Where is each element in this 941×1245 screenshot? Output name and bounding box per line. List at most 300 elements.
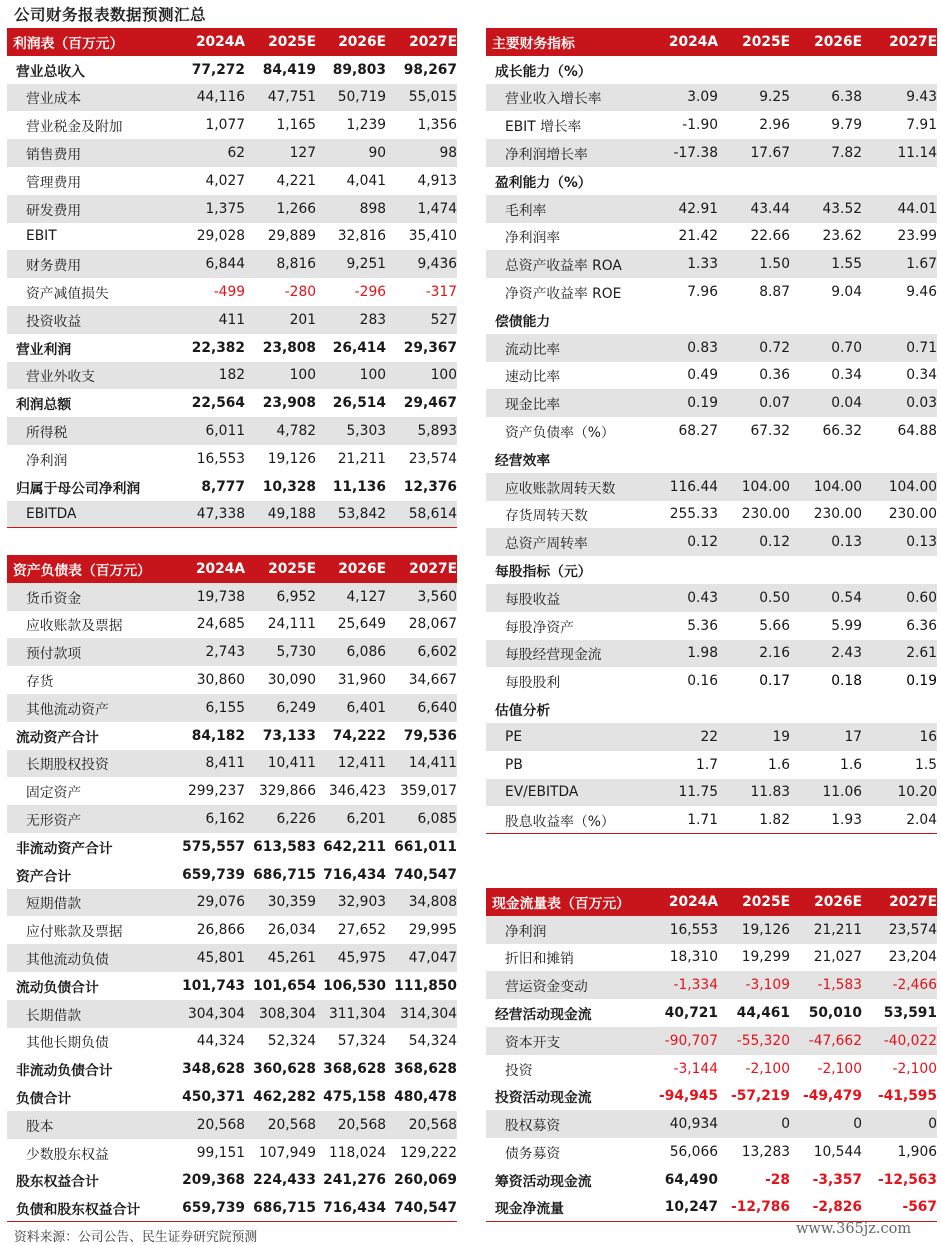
year-header-2024a: 2024A xyxy=(668,33,718,50)
row-label: 预付款项 xyxy=(26,646,82,663)
cell-2024a: 10,247 xyxy=(664,1199,718,1216)
cell-2024a: 19,738 xyxy=(196,588,246,605)
table-row xyxy=(486,751,937,779)
cell-2025e: 360,628 xyxy=(253,1061,316,1078)
table-row xyxy=(486,84,937,112)
row-label: PB xyxy=(505,756,523,773)
cell-2027e: 16 xyxy=(919,728,937,745)
cell-2025e: 107,949 xyxy=(258,1144,316,1161)
table-row xyxy=(7,306,457,334)
row-label: 资本开支 xyxy=(505,1034,561,1051)
cell-2024a: -499 xyxy=(213,284,246,301)
year-header-2024a: 2024A xyxy=(668,893,718,910)
cell-2024a: 22,382 xyxy=(191,339,246,356)
table-row xyxy=(7,223,457,251)
cell-2025e: 224,433 xyxy=(253,1172,316,1189)
cell-2026e: 368,628 xyxy=(323,1061,387,1078)
row-label: 其他流动资产 xyxy=(26,701,109,718)
cell-2024a: 575,557 xyxy=(182,838,246,855)
cell-2025e: 613,583 xyxy=(253,838,316,855)
row-label: 每股股利 xyxy=(505,675,561,692)
cell-2025e: 30,359 xyxy=(267,894,316,911)
cell-2024a: 21.42 xyxy=(678,228,718,245)
table-row xyxy=(7,666,457,694)
income-header-title: 利润表（百万元） xyxy=(13,35,124,52)
cell-2024a: 411 xyxy=(218,311,246,328)
year-header-2027e: 2027E xyxy=(409,560,457,577)
table-row xyxy=(7,889,457,917)
cell-2026e: 4,041 xyxy=(346,172,387,189)
row-label: 长期股权投资 xyxy=(26,757,109,774)
cell-2026e: 1.6 xyxy=(840,756,862,773)
cell-2027e: 4,913 xyxy=(417,172,457,189)
cell-2027e: 480,478 xyxy=(394,1089,457,1106)
table-row xyxy=(7,501,457,529)
cell-2025e: 30,090 xyxy=(267,672,316,689)
cell-2025e: -3,109 xyxy=(745,977,790,994)
cell-2025e: 11.83 xyxy=(750,784,790,801)
table-row xyxy=(7,722,457,750)
cell-2026e: 9.79 xyxy=(831,117,862,134)
table-row xyxy=(486,389,937,417)
row-label: 营业利润 xyxy=(16,341,72,358)
cell-2026e: 6,086 xyxy=(346,644,387,661)
cell-2027e: 6.36 xyxy=(906,617,937,634)
table-row xyxy=(7,1139,457,1167)
cell-2026e: 20,568 xyxy=(337,1116,387,1133)
cell-2024a: 0.43 xyxy=(687,589,718,606)
cell-2026e: 5,303 xyxy=(346,423,387,440)
cell-2027e: 29,467 xyxy=(403,395,457,412)
cell-2025e: 9.25 xyxy=(759,89,790,106)
cell-2027e: 11.14 xyxy=(897,145,937,162)
table-row xyxy=(486,556,937,584)
table-row xyxy=(486,250,937,278)
cell-2025e: 84,419 xyxy=(262,61,316,78)
cell-2025e: 6,249 xyxy=(276,699,316,716)
balance-sheet-table xyxy=(7,555,457,1222)
cell-2026e: -1,583 xyxy=(817,977,862,994)
cell-2026e: -3,357 xyxy=(812,1171,862,1188)
cell-2025e: 1,165 xyxy=(276,117,316,134)
cell-2027e: 0.60 xyxy=(906,589,937,606)
cell-2027e: 260,069 xyxy=(394,1172,457,1189)
table-row xyxy=(486,944,937,972)
cell-2025e: 52,324 xyxy=(267,1033,316,1050)
cell-2025e: 0.12 xyxy=(759,534,790,551)
table-row xyxy=(7,833,457,861)
cell-2027e: 34,667 xyxy=(408,672,457,689)
table-row xyxy=(7,611,457,639)
row-label: 长期借款 xyxy=(26,1007,82,1024)
row-label: 营业外收支 xyxy=(26,369,95,386)
cell-2026e: 106,530 xyxy=(323,977,387,994)
cell-2027e: 23,204 xyxy=(888,949,937,966)
cell-2027e: 6,602 xyxy=(417,644,457,661)
cell-2026e: 104.00 xyxy=(813,478,862,495)
cell-2024a: 0.19 xyxy=(687,395,718,412)
cell-2026e: 1,239 xyxy=(346,117,387,134)
row-label: 负债合计 xyxy=(16,1091,72,1108)
cell-2025e: 6,952 xyxy=(276,588,316,605)
cell-2025e: 19,126 xyxy=(741,921,790,938)
row-label: EBIT 增长率 xyxy=(505,119,582,136)
row-label: 货币资金 xyxy=(26,590,82,607)
cell-2027e: 1.67 xyxy=(906,256,937,273)
row-label: 应付账款及票据 xyxy=(26,924,123,941)
cell-2026e: 43.52 xyxy=(822,200,862,217)
cell-2025e: 329,866 xyxy=(258,783,316,800)
table-row xyxy=(486,223,937,251)
cell-2027e: 0 xyxy=(928,1116,937,1133)
cell-2026e: 45,975 xyxy=(337,950,387,967)
cell-2026e: 11.06 xyxy=(822,784,862,801)
income-header-row xyxy=(7,28,457,56)
cell-2027e: -567 xyxy=(902,1199,937,1216)
cell-2027e: 527 xyxy=(430,311,457,328)
cell-2024a: 5.36 xyxy=(687,617,718,634)
row-label: 短期借款 xyxy=(26,896,82,913)
cell-2024a: 1.98 xyxy=(687,645,718,662)
table-row xyxy=(486,334,937,362)
table-row xyxy=(486,1166,937,1194)
cell-2024a: 116.44 xyxy=(669,478,718,495)
cell-2025e: 201 xyxy=(289,311,316,328)
cell-2026e: 5.99 xyxy=(831,617,862,634)
year-header-2027e: 2027E xyxy=(409,33,457,50)
cell-2026e: -47,662 xyxy=(808,1032,862,1049)
cell-2024a: 24,685 xyxy=(196,616,246,633)
row-label: 应收账款及票据 xyxy=(26,618,123,635)
cell-2027e: 314,304 xyxy=(399,1005,457,1022)
cell-2026e: 26,414 xyxy=(332,339,387,356)
cell-2025e: 686,715 xyxy=(253,866,316,883)
cell-2024a: -3,144 xyxy=(673,1060,718,1077)
cell-2027e: 28,067 xyxy=(408,616,457,633)
cell-2025e: 19 xyxy=(772,728,790,745)
cell-2025e: 0.07 xyxy=(759,395,790,412)
cell-2026e: 7.82 xyxy=(831,145,862,162)
year-header-2027e: 2027E xyxy=(889,33,937,50)
row-label: 每股经营现金流 xyxy=(505,647,602,664)
table-row xyxy=(486,139,937,167)
table-row xyxy=(486,584,937,612)
cell-2024a: -1,334 xyxy=(673,977,718,994)
cell-2024a: 44,116 xyxy=(196,89,246,106)
table-row xyxy=(7,84,457,112)
cell-2024a: 8,411 xyxy=(205,755,246,772)
watermark-text: www.365jz.com xyxy=(796,1221,912,1237)
year-header-2027e: 2027E xyxy=(889,893,937,910)
cell-2027e: 0.13 xyxy=(906,534,937,551)
row-label: 筹资活动现金流 xyxy=(495,1173,592,1190)
cell-2024a: 255.33 xyxy=(669,506,718,523)
row-label: 总资产周转率 xyxy=(505,536,588,553)
row-label: EBITDA xyxy=(26,505,77,522)
cell-2025e: 127 xyxy=(289,145,316,162)
year-header-2025e: 2025E xyxy=(742,33,790,50)
row-label: 每股净资产 xyxy=(505,619,574,636)
cell-2027e: 0.71 xyxy=(906,339,937,356)
row-label: 资产负债率（%） xyxy=(505,425,615,442)
year-header-2025e: 2025E xyxy=(268,33,316,50)
row-label: 流动比率 xyxy=(505,341,561,358)
cell-2026e: 90 xyxy=(368,145,387,162)
table-row xyxy=(486,445,937,473)
cell-2025e: 26,034 xyxy=(267,922,316,939)
cell-2025e: 1.82 xyxy=(759,811,790,828)
cell-2025e: 10,328 xyxy=(262,478,316,495)
cell-2025e: 20,568 xyxy=(267,1116,316,1133)
row-label: 现金比率 xyxy=(505,397,561,414)
table-row xyxy=(486,195,937,223)
cell-2024a: 1.7 xyxy=(696,756,718,773)
cell-2025e: 0.50 xyxy=(759,589,790,606)
balance-header-row xyxy=(7,555,457,583)
cell-2024a: 47,338 xyxy=(196,505,246,522)
cell-2026e: 26,514 xyxy=(332,395,387,412)
table-row xyxy=(486,1110,937,1138)
income-statement-table xyxy=(7,28,457,528)
cell-2027e: 100 xyxy=(430,367,457,384)
table-row xyxy=(7,111,457,139)
cell-2024a: 304,304 xyxy=(187,1005,246,1022)
year-header-2026e: 2026E xyxy=(814,893,862,910)
cell-2025e: 67.32 xyxy=(750,423,790,440)
cell-2027e: 1,474 xyxy=(417,200,457,217)
cell-2027e: 58,614 xyxy=(408,505,457,522)
row-label: 股本 xyxy=(26,1118,54,1135)
cell-2027e: 12,376 xyxy=(403,478,457,495)
cell-2026e: 6,201 xyxy=(346,811,387,828)
table-row xyxy=(486,278,937,306)
row-label: 资产合计 xyxy=(16,868,72,885)
cell-2027e: 14,411 xyxy=(408,755,457,772)
cell-2025e: 2.16 xyxy=(759,645,790,662)
cell-2024a: 101,743 xyxy=(182,977,246,994)
cell-2026e: 1.55 xyxy=(831,256,862,273)
cell-2027e: 23,574 xyxy=(408,450,457,467)
cell-2027e: 359,017 xyxy=(399,783,457,800)
cell-2025e: 4,221 xyxy=(276,172,316,189)
cell-2024a: 182 xyxy=(218,367,246,384)
cell-2026e: 25,649 xyxy=(337,616,387,633)
cell-2024a: 8,777 xyxy=(201,478,246,495)
cell-2026e: -296 xyxy=(354,284,387,301)
table-row xyxy=(7,972,457,1000)
row-label: 每股收益 xyxy=(505,591,561,608)
cell-2024a: 659,739 xyxy=(182,866,246,883)
cell-2024a: -90,707 xyxy=(664,1032,718,1049)
cell-2026e: 0.54 xyxy=(831,589,862,606)
cell-2027e: -12,563 xyxy=(878,1171,937,1188)
row-label: 归属于母公司净利润 xyxy=(16,480,141,497)
row-label: 非流动资产合计 xyxy=(16,840,113,857)
cell-2025e: 10,411 xyxy=(267,755,316,772)
table-row xyxy=(486,111,937,139)
page-title: 公司财务报表数据预测汇总 xyxy=(14,6,207,24)
cell-2024a: 299,237 xyxy=(187,783,246,800)
table-row xyxy=(7,445,457,473)
row-label: 债务募资 xyxy=(505,1146,561,1163)
cell-2026e: 11,136 xyxy=(332,478,387,495)
cell-2027e: 1,906 xyxy=(897,1144,937,1161)
cell-2026e: -49,479 xyxy=(803,1088,862,1105)
cell-2026e: 89,803 xyxy=(332,61,387,78)
table-row xyxy=(7,334,457,362)
row-label: EBIT xyxy=(26,228,57,245)
cell-2026e: 716,434 xyxy=(323,1199,387,1216)
row-label: 现金净流量 xyxy=(495,1201,564,1218)
cell-2027e: 368,628 xyxy=(394,1061,457,1078)
cell-2026e: 118,024 xyxy=(328,1144,387,1161)
cell-2027e: 9.43 xyxy=(906,89,937,106)
year-header-2026e: 2026E xyxy=(338,33,387,50)
cell-2024a: 0.83 xyxy=(687,339,718,356)
row-label: 其他长期负债 xyxy=(26,1035,109,1052)
cell-2027e: 6,085 xyxy=(417,811,457,828)
cell-2026e: 9.04 xyxy=(831,284,862,301)
cell-2026e: 0.13 xyxy=(831,534,862,551)
cell-2024a: 77,272 xyxy=(191,61,246,78)
cell-2025e: 0.17 xyxy=(759,673,790,690)
row-label: 偿债能力 xyxy=(495,313,551,330)
cell-2024a: 209,368 xyxy=(182,1172,246,1189)
cell-2027e: 3,560 xyxy=(417,588,457,605)
table-row xyxy=(7,473,457,501)
cell-2025e: -57,219 xyxy=(731,1088,790,1105)
cell-2027e: 230.00 xyxy=(888,506,937,523)
row-label: 固定资产 xyxy=(26,785,82,802)
cell-2027e: 1.5 xyxy=(915,756,937,773)
row-label: 折旧和摊销 xyxy=(505,951,574,968)
row-label: 营业成本 xyxy=(26,91,82,108)
cell-2026e: 2.43 xyxy=(831,645,862,662)
key-financial-indicators-table xyxy=(486,28,937,834)
cell-2025e: 13,283 xyxy=(741,1144,790,1161)
table-row xyxy=(486,362,937,390)
row-label: 资产减值损失 xyxy=(26,286,109,303)
cell-2026e: 57,324 xyxy=(337,1033,387,1050)
cell-2027e: 29,995 xyxy=(408,922,457,939)
cell-2025e: 0 xyxy=(781,1116,790,1133)
table-row xyxy=(7,195,457,223)
year-header-2024a: 2024A xyxy=(195,33,246,50)
cell-2026e: 21,211 xyxy=(337,450,387,467)
cell-2026e: 0 xyxy=(853,1116,862,1133)
cell-2025e: -12,786 xyxy=(731,1199,790,1216)
year-header-2026e: 2026E xyxy=(814,33,862,50)
cell-2026e: 0.18 xyxy=(831,673,862,690)
cell-2025e: 308,304 xyxy=(258,1005,316,1022)
cell-2024a: 22,564 xyxy=(191,395,246,412)
cell-2027e: 35,410 xyxy=(408,228,457,245)
cell-2026e: 311,304 xyxy=(328,1005,387,1022)
cell-2025e: 17.67 xyxy=(750,145,790,162)
cell-2024a: 3.09 xyxy=(687,89,718,106)
table-row xyxy=(7,944,457,972)
cell-2027e: -317 xyxy=(425,284,457,301)
table-row xyxy=(7,1000,457,1028)
table-row xyxy=(7,1083,457,1111)
row-label: 经营活动现金流 xyxy=(495,1007,592,1024)
cell-2025e: 100 xyxy=(289,367,316,384)
cell-2027e: 20,568 xyxy=(408,1116,457,1133)
cell-2026e: 74,222 xyxy=(332,727,387,744)
cell-2026e: 898 xyxy=(359,200,387,217)
table-row xyxy=(7,916,457,944)
cell-2025e: -280 xyxy=(284,284,316,301)
table-row xyxy=(7,583,457,611)
cell-2026e: 27,652 xyxy=(337,922,387,939)
cell-2025e: -28 xyxy=(765,1171,790,1188)
table-row xyxy=(7,777,457,805)
table-row xyxy=(486,640,937,668)
cell-2025e: 6,226 xyxy=(276,811,316,828)
table-row xyxy=(486,971,937,999)
cell-2027e: 1,356 xyxy=(417,117,457,134)
table-row xyxy=(7,167,457,195)
cell-2025e: 230.00 xyxy=(741,506,790,523)
row-label: 投资 xyxy=(505,1062,533,1079)
cell-2026e: 241,276 xyxy=(323,1172,387,1189)
cell-2026e: 23.62 xyxy=(822,228,862,245)
cell-2026e: 0.34 xyxy=(831,367,862,384)
cell-2026e: 32,816 xyxy=(337,228,387,245)
cashflow-header-title: 现金流量表（百万元） xyxy=(492,895,630,912)
row-label: 财务费用 xyxy=(26,258,82,275)
table-row xyxy=(7,1167,457,1195)
cell-2024a: -17.38 xyxy=(673,145,718,162)
cell-2024a: 450,371 xyxy=(182,1089,246,1106)
row-label: 估值分析 xyxy=(495,703,551,720)
cell-2027e: 64.88 xyxy=(897,423,937,440)
row-label: PE xyxy=(505,728,523,745)
cell-2026e: 50,010 xyxy=(808,1005,862,1022)
cell-2024a: 62 xyxy=(227,145,246,162)
cell-2024a: 0.16 xyxy=(687,673,718,690)
row-label: 研发费用 xyxy=(26,202,82,219)
table-row xyxy=(486,779,937,807)
row-label: 速动比率 xyxy=(505,369,561,386)
cell-2027e: 104.00 xyxy=(888,478,937,495)
cell-2026e: 32,903 xyxy=(337,894,387,911)
cell-2025e: 43.44 xyxy=(750,200,790,217)
cell-2027e: 7.91 xyxy=(906,117,937,134)
cell-2027e: 0.19 xyxy=(906,673,937,690)
cell-2024a: 6,155 xyxy=(205,699,246,716)
cell-2027e: 98,267 xyxy=(403,61,457,78)
cell-2027e: 111,850 xyxy=(394,977,457,994)
row-label: 总资产收益率 ROA xyxy=(505,258,622,275)
cashflow-header-row xyxy=(486,888,937,916)
cell-2026e: 12,411 xyxy=(337,755,387,772)
table-row xyxy=(486,612,937,640)
cell-2025e: 44,461 xyxy=(736,1005,790,1022)
row-label: 净资产收益率 ROE xyxy=(505,286,622,303)
cell-2025e: 5.66 xyxy=(759,617,790,634)
cell-2026e: 6.38 xyxy=(831,89,862,106)
cell-2024a: 68.27 xyxy=(678,423,718,440)
cell-2025e: 49,188 xyxy=(267,505,316,522)
table-row xyxy=(486,1055,937,1083)
cell-2025e: 0.72 xyxy=(759,339,790,356)
row-label: 投资活动现金流 xyxy=(495,1090,592,1107)
cell-2026e: 716,434 xyxy=(323,866,387,883)
row-label: 营业收入增长率 xyxy=(505,91,602,108)
cell-2027e: -2,100 xyxy=(892,1060,937,1077)
cell-2025e: 0.36 xyxy=(759,367,790,384)
